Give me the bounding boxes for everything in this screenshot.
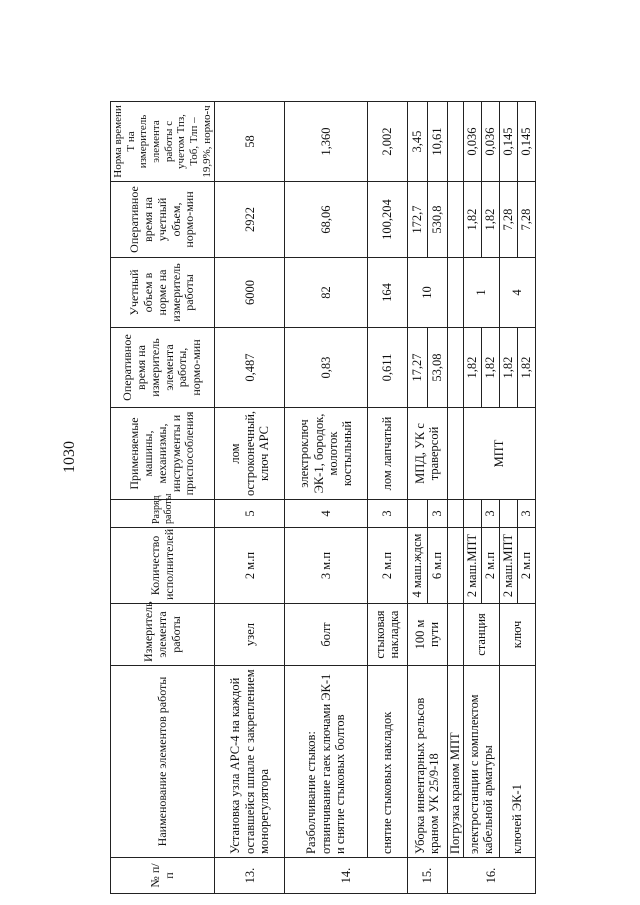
machines: лом остроконечный, ключ АРС: [215, 408, 285, 500]
op-time: 1,82: [517, 328, 535, 408]
op-time: 17,27: [407, 328, 427, 408]
op-time-volume: 68,06: [285, 182, 367, 258]
table-row: [215, 102, 285, 894]
empty-cell: [447, 258, 463, 328]
op-time-volume: 100,204: [367, 182, 407, 258]
volume: 164: [367, 258, 407, 328]
workers: 2 м.п: [517, 528, 535, 604]
grade: 3: [367, 500, 407, 528]
op-time-volume: 530,8: [427, 182, 447, 258]
row-number: 16.: [447, 858, 535, 894]
meter: 100 м пути: [407, 604, 447, 666]
work-name: электростанции с комплектом кабельной арматуры: [463, 666, 499, 858]
row-number: 13.: [215, 858, 285, 894]
table-row: [463, 102, 481, 894]
norm: 0,145: [499, 102, 517, 182]
norm: 58: [215, 102, 285, 182]
machines: лом лапчатый: [367, 408, 407, 500]
volume: 1: [463, 258, 499, 328]
header-row: [111, 102, 215, 894]
norm: 10,61: [427, 102, 447, 182]
meter: болт: [285, 604, 367, 666]
grade: [407, 500, 427, 528]
workers: 6 м.п: [427, 528, 447, 604]
header-op-time-volume: Оперативное время на учетный объем, нормо-мин: [111, 182, 215, 258]
norm: 0,036: [481, 102, 499, 182]
work-name: Погрузка краном МПТ: [447, 666, 463, 858]
machines: МПТ: [463, 408, 535, 500]
header-name: Наименование элементов работы: [111, 666, 215, 858]
op-time: 1,82: [463, 328, 481, 408]
grade: [463, 500, 481, 528]
norm: 2,002: [367, 102, 407, 182]
empty-cell: [447, 604, 463, 666]
norm: 0,036: [463, 102, 481, 182]
header-num: № п/п: [111, 858, 215, 894]
meter: стыковая накладка: [367, 604, 407, 666]
empty-cell: [447, 528, 463, 604]
op-time: 0,611: [367, 328, 407, 408]
header-op-time: Оперативное время на измеритель элемента работы, нормо-мин: [111, 328, 215, 408]
table-row: [447, 102, 463, 894]
work-name: снятие стыковых накладок: [367, 666, 407, 858]
norm: 1,360: [285, 102, 367, 182]
meter: ключ: [499, 604, 535, 666]
norms-table: [110, 101, 536, 894]
workers: 3 м.п: [285, 528, 367, 604]
volume: 82: [285, 258, 367, 328]
op-time: 0,487: [215, 328, 285, 408]
norm: 3,45: [407, 102, 427, 182]
header-meter: Измеритель элемента работы: [111, 604, 215, 666]
header-norm: Норма времени Т на измеритель элемента работы с учетом Тпз, Тоб, Тлп – 19,9%, нормо-ч: [111, 102, 215, 182]
machines: электроключ ЭК-1, бородок, молоток костыльный: [285, 408, 367, 500]
table-row: [285, 102, 367, 894]
grade: 3: [427, 500, 447, 528]
work-name: Установка узла АРС-4 на каждой оставшейся шпале с закреплением монорегулятора: [215, 666, 285, 858]
meter: узел: [215, 604, 285, 666]
empty-cell: [447, 182, 463, 258]
volume: 4: [499, 258, 535, 328]
op-time-volume: 1,82: [463, 182, 481, 258]
header-workers: Количество исполнителей: [111, 528, 215, 604]
grade: [499, 500, 517, 528]
volume: 10: [407, 258, 447, 328]
empty-cell: [447, 500, 463, 528]
header-volume: Учетный объем в норме на измеритель работы: [111, 258, 215, 328]
op-time-volume: 7,28: [499, 182, 517, 258]
meter: станция: [463, 604, 499, 666]
machines: МПД, УК с траверсой: [407, 408, 447, 500]
empty-cell: [447, 328, 463, 408]
op-time-volume: 172,7: [407, 182, 427, 258]
table-row: [407, 102, 427, 894]
grade: 3: [481, 500, 499, 528]
grade: 5: [215, 500, 285, 528]
workers: 2 маш.МПТ: [463, 528, 481, 604]
op-time: 0,83: [285, 328, 367, 408]
empty-cell: [447, 408, 463, 500]
table-row: [367, 102, 407, 894]
workers: 2 м.п: [481, 528, 499, 604]
row-number: 14.: [285, 858, 407, 894]
work-name: ключей ЭК-1: [499, 666, 535, 858]
empty-cell: [447, 102, 463, 182]
op-time-volume: 2922: [215, 182, 285, 258]
norm: 0,145: [517, 102, 535, 182]
op-time: 53,08: [427, 328, 447, 408]
row-number: 15.: [407, 858, 447, 894]
page-number: 1030: [61, 441, 78, 473]
op-time: 1,82: [499, 328, 517, 408]
workers: 2 м.п: [215, 528, 285, 604]
workers: 2 маш.МПТ: [499, 528, 517, 604]
op-time: 1,82: [481, 328, 499, 408]
grade: 4: [285, 500, 367, 528]
grade: 3: [517, 500, 535, 528]
workers: 4 маш.ждсм: [407, 528, 427, 604]
rotated-table-container: [110, 102, 536, 894]
header-grade: Разряд работы: [111, 500, 215, 528]
workers: 2 м.п: [367, 528, 407, 604]
header-machines: Применяемые машины, механизмы, инструменты и приспособления: [111, 408, 215, 500]
volume: 6000: [215, 258, 285, 328]
op-time-volume: 1,82: [481, 182, 499, 258]
work-name: Разболчивание стыков: отвинчивание гаек ключами ЭК-1 и снятие стыковых болтов: [285, 666, 367, 858]
work-name: Уборка инвентарных рельсов краном УК 25/9-18: [407, 666, 447, 858]
op-time-volume: 7,28: [517, 182, 535, 258]
